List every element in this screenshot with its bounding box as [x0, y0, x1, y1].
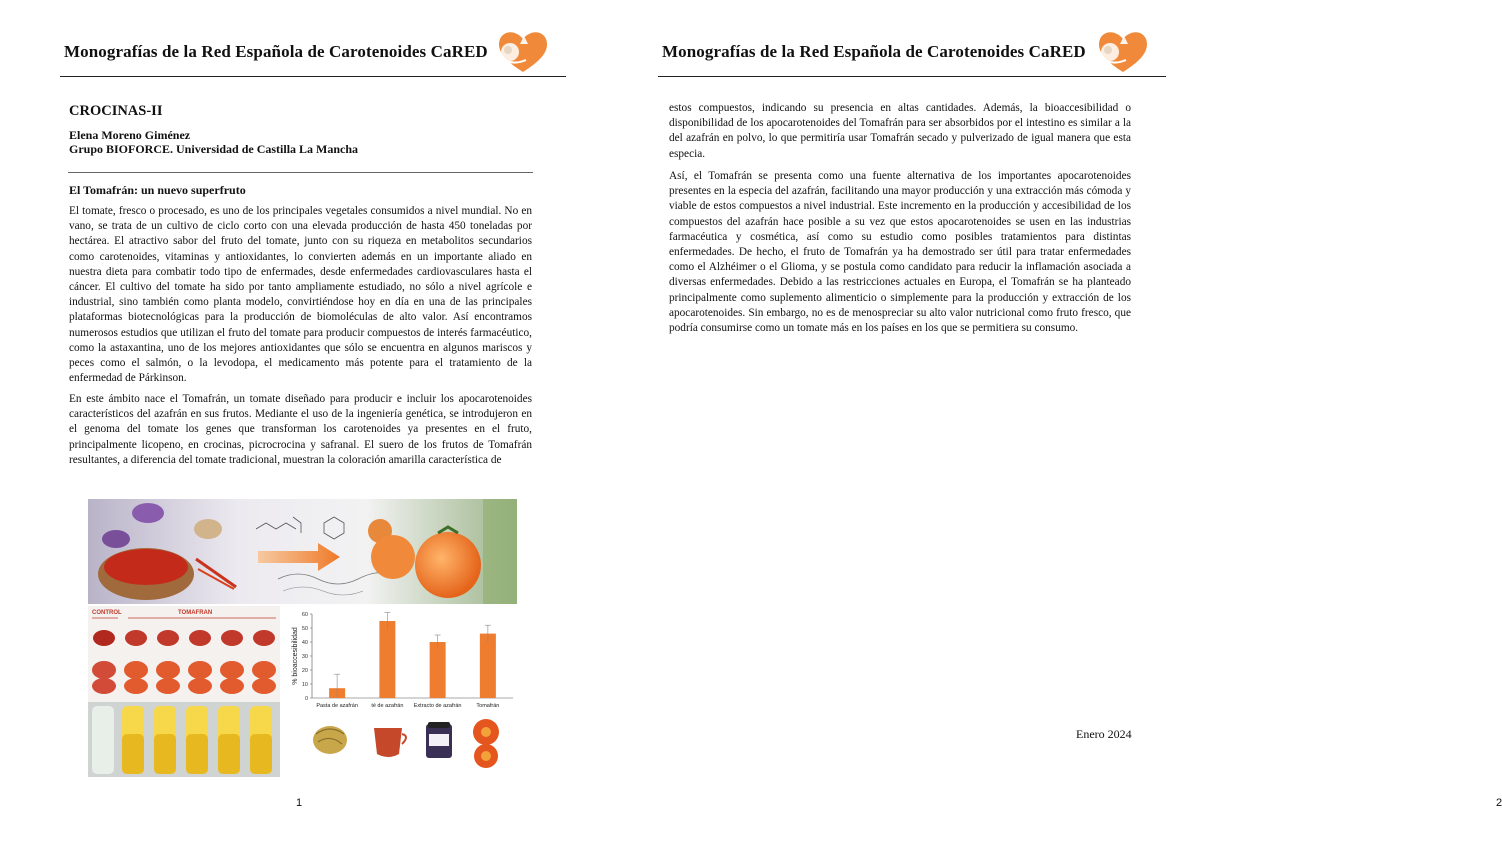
y-tick-label: 50 [301, 626, 308, 632]
cared-logo-icon [1094, 28, 1152, 74]
y-axis-label: % bioaccesibilidad [292, 627, 299, 685]
y-tick-label: 30 [301, 654, 308, 660]
y-tick-label: 10 [301, 682, 308, 688]
author-name: Elena Moreno Giménez [69, 128, 191, 142]
header-divider [60, 76, 566, 77]
publication-date: Enero 2024 [1076, 727, 1132, 741]
author-block [69, 128, 358, 156]
section-divider [68, 172, 533, 173]
paragraph: Así, el Tomafrán se presenta como una fuente alternativa de los importantes apocarotenoides presentes en la especia del azafrán, facilitando una mayor producción y una extracción más cómoda y viable de estos compuestos a nivel industrial. Este incremento en la producción y accesibilidad de los compuestos del azafrán hace posible a su vez que estos apocarotenoides se usen en las industrias farmacéutica y cosmética, así como su estudio como posibles tratamientos para distintas enfermedades. De hecho, el fruto de Tomafrán ya ha demostrado ser útil para tratar enfermedades como el Alzhéimer o el Glioma, y se postula como candidato para reducir la inflamación asociada a diversas enfermedades. Debido a las restricciones actuales en Europa, el Tomafrán se ha planteado principalmente como suplemento alimenticio o simplemente para la producción y extracción de los apocarotenoides. Sin embargo, no es de menospreciar su alto valor nutricional como fruto fresco, que podría consumirse como un tomate más en los países en los que se permitiera su consumo. [669, 170, 1131, 335]
product-photos [313, 719, 499, 768]
y-tick-label: 0 [304, 696, 308, 702]
control-label: CONTROL [92, 610, 122, 616]
y-tick-label: 60 [301, 612, 308, 618]
cared-logo-icon [494, 28, 552, 74]
paragraph: En este ámbito nace el Tomafrán, un tomate diseñado para producir e incluir los apocarotenoides característicos del azafrán en sus frutos. Mediante el uso de la ingeniería genética, se introdujeron en el genoma del tomate los genes que transforman los carotenoides ya presentes en el fruto, principalmente licopeno, en crocinas, picrocrocina y safranal. El suero de los frutos de Tomafrán resultantes, a diferencia del tomate tradicional, muestran la coloración amarilla característica de [69, 393, 532, 466]
tomafran-label: TOMAFRAN [178, 610, 213, 616]
page-1 [0, 0, 600, 849]
y-tick-label: 20 [301, 668, 308, 674]
subheading: El Tomafrán: un nuevo superfruto [69, 183, 246, 197]
bar [430, 642, 446, 698]
bioaccessibility-chart [288, 606, 517, 777]
author-affiliation: Grupo BIOFORCE. Universidad de Castilla La Mancha [69, 142, 359, 156]
saffron-tea-photo [374, 728, 402, 757]
header-divider [658, 76, 1166, 77]
samples-illustration [88, 606, 280, 777]
bar [480, 634, 496, 698]
paragraph: estos compuestos, indicando su presencia en altas cantidades. Además, la bioaccesibilidad o disponibilidad de los apocarotenoides del Tomafrán para ser absorbidos por el intestino es similar a la del azafrán en polvo, lo que permitiría usar Tomafrán secado y pulverizado de igual manera que esta especia. [669, 102, 1131, 160]
saffron-paste-photo [313, 726, 347, 754]
tomafran-figure [88, 499, 517, 777]
header-title: Monografías de la Red Española de Carotenoides CaRED [64, 42, 488, 61]
category-label: Pasta de azafrán [316, 703, 358, 709]
category-label: Tomafrán [476, 703, 500, 709]
page-number: 1 [296, 797, 303, 809]
section-title: CROCINAS-II [69, 103, 163, 119]
tomato-samples-photo [88, 606, 280, 777]
bar [379, 621, 395, 698]
category-label: Extracto de azafrán [413, 703, 462, 709]
saffron-to-tomato-illustration [88, 499, 517, 604]
category-label: té de azafrán [371, 703, 404, 709]
y-tick-label: 40 [301, 640, 308, 646]
paragraph: El tomate, fresco o procesado, es uno de los principales vegetales consumidos a nivel mundial. No en vano, se trata de un cultivo de ciclo corto con una elevada producción de hasta 450 toneladas por hectárea. El atractivo sabor del fruto del tomate, junto con su riqueza en metabolitos secundarios como carotenoides, vitaminas y antioxidantes, lo convierten además en un importante aliado en nuestra dieta para combatir todo tipo de enfermades, desde enfermedades cardiovasculares hasta el cáncer. El cultivo del tomate ha sido por tanto ampliamente estudiado, no sólo a nivel agrícole e industrial, sino también como planta modelo, convirtiéndose hoy en día en una de las principales plataformas biotecnológicas para la producción de biomoléculas de alto valor. Así encontramos numerosos estudios que utilizan el fruto del tomate para producir compuestos de interés farmacéutico, como la astaxantina, uno de los mejores antioxidantes que sólo se encuentra en algunos mariscos y peces como el salmón, o la levodopa, el medicamento más potente para el tratamiento de la enfermedad de Párkinson. [69, 205, 532, 385]
header-title: Monografías de la Red Española de Carotenoides CaRED [662, 42, 1086, 61]
page-number: 2 [1496, 797, 1502, 809]
